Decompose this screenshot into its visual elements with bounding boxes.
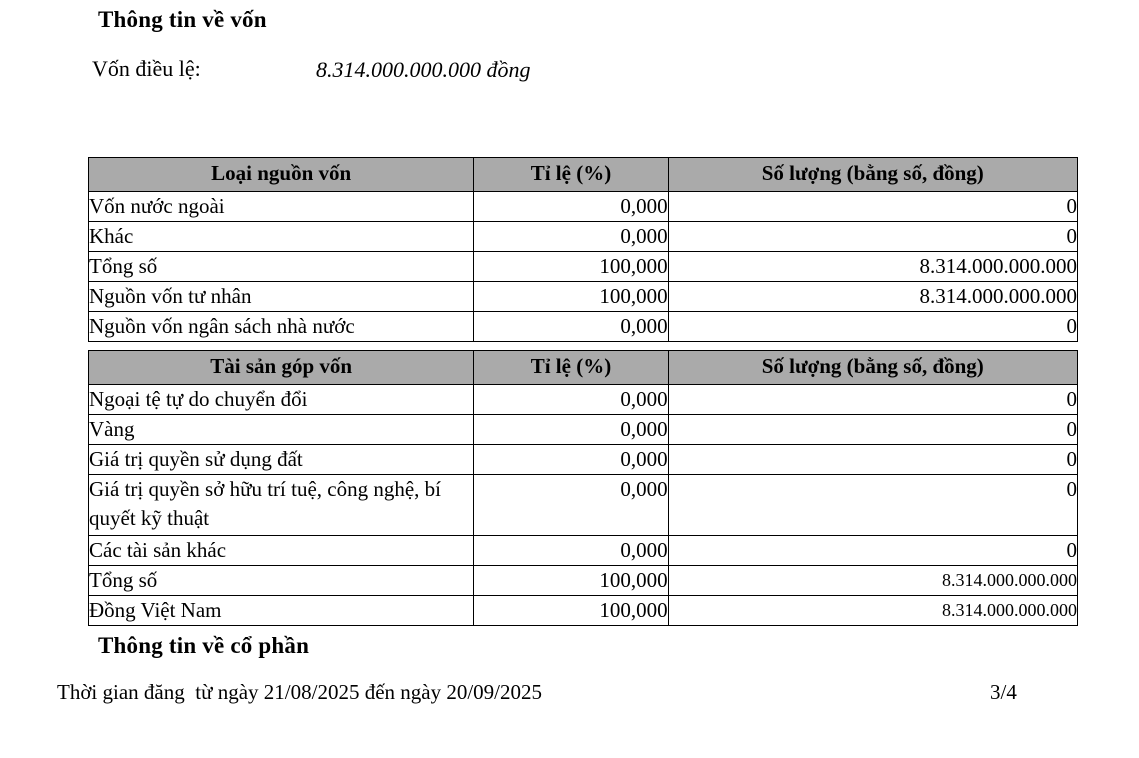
cell-rate: 100,000: [474, 596, 668, 626]
table-row: [89, 385, 1078, 415]
cell-rate: 100,000: [474, 252, 668, 282]
cell-amount: 0: [668, 415, 1077, 445]
cell-rate: 0,000: [474, 385, 668, 415]
cell-rate: 0,000: [474, 222, 668, 252]
column-header-rate: Tỉ lệ (%): [474, 158, 668, 192]
table-row: [89, 445, 1078, 475]
column-header-source-type: Loại nguồn vốn: [89, 158, 474, 192]
table-capital-source: [88, 157, 1078, 342]
cell-source-type: Tổng số: [89, 252, 474, 282]
page-title-share-info: Thông tin về cổ phần: [98, 633, 310, 658]
table-row: [89, 312, 1078, 342]
cell-amount: 0: [668, 222, 1077, 252]
cell-rate: 0,000: [474, 312, 668, 342]
table-row: [89, 475, 1078, 536]
cell-rate: 0,000: [474, 445, 668, 475]
cell-amount: 0: [668, 536, 1077, 566]
table-row: [89, 536, 1078, 566]
table-row: [89, 252, 1078, 282]
table-row: [89, 282, 1078, 312]
table-body: [89, 385, 1078, 626]
table-header-row: [89, 351, 1078, 385]
table-header-row: [89, 158, 1078, 192]
cell-asset-type: Vàng: [89, 415, 474, 445]
table-row: [89, 222, 1078, 252]
table-contributed-assets: [88, 350, 1078, 626]
cell-source-type: Nguồn vốn ngân sách nhà nước: [89, 312, 474, 342]
cell-amount: 0: [668, 312, 1077, 342]
charter-capital-value: 8.314.000.000.000 đồng: [316, 57, 531, 82]
table-body: [89, 192, 1078, 342]
charter-capital-label: Vốn điều lệ:: [92, 56, 201, 81]
cell-rate: 100,000: [474, 282, 668, 312]
cell-amount: 8.314.000.000.000: [668, 252, 1077, 282]
cell-amount: 0: [668, 385, 1077, 415]
cell-asset-type: Giá trị quyền sử dụng đất: [89, 445, 474, 475]
table-row: [89, 415, 1078, 445]
table-row: [89, 566, 1078, 596]
column-header-asset-type: Tài sản góp vốn: [89, 351, 474, 385]
table-row: [89, 596, 1078, 626]
cell-source-type: Vốn nước ngoài: [89, 192, 474, 222]
cell-asset-type: Giá trị quyền sở hữu trí tuệ, công nghệ, bí quyết kỹ thuật: [89, 475, 474, 536]
column-header-rate: Tỉ lệ (%): [474, 351, 668, 385]
column-header-amount: Số lượng (bằng số, đồng): [668, 351, 1077, 385]
cell-asset-type: Đồng Việt Nam: [89, 596, 474, 626]
cell-amount: 8.314.000.000.000: [668, 596, 1077, 626]
cell-rate: 0,000: [474, 536, 668, 566]
cell-rate: 0,000: [474, 415, 668, 445]
cell-amount: 0: [668, 192, 1077, 222]
cell-source-type: Khác: [89, 222, 474, 252]
cell-asset-type: Ngoại tệ tự do chuyển đổi: [89, 385, 474, 415]
page-title-capital-info: Thông tin về vốn: [98, 7, 267, 32]
cell-asset-type: Tổng số: [89, 566, 474, 596]
page-number: 3/4: [990, 680, 1017, 704]
cell-rate: 0,000: [474, 475, 668, 536]
cell-amount: 0: [668, 445, 1077, 475]
cell-rate: 0,000: [474, 192, 668, 222]
cell-amount: 8.314.000.000.000: [668, 566, 1077, 596]
cell-amount: 8.314.000.000.000: [668, 282, 1077, 312]
cell-rate: 100,000: [474, 566, 668, 596]
cell-asset-type: Các tài sản khác: [89, 536, 474, 566]
cell-source-type: Nguồn vốn tư nhân: [89, 282, 474, 312]
cell-amount: 0: [668, 475, 1077, 536]
table-row: [89, 192, 1078, 222]
column-header-amount: Số lượng (bằng số, đồng): [668, 158, 1077, 192]
footer-posting-period: Thời gian đăng từ ngày 21/08/2025 đến ngày 20/09/2025: [57, 680, 543, 704]
